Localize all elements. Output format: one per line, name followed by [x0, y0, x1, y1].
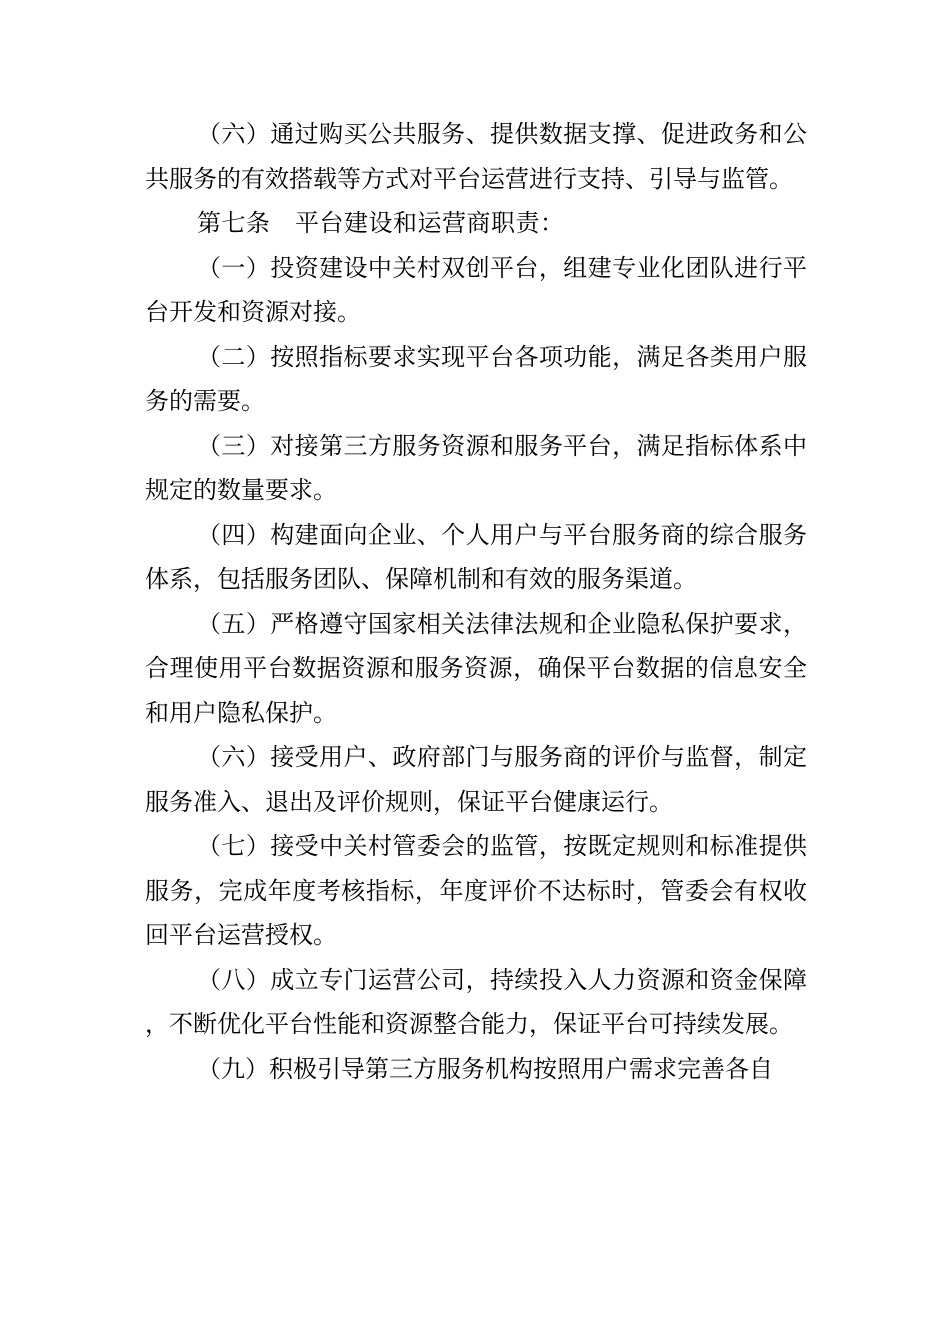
paragraph-7-supervision: （七）接受中关村管委会的监管，按既定规则和标准提供服务，完成年度考核指标，年度评价不达标时，管委会有权收回平台运营授权。: [145, 832, 807, 949]
article-7-heading: 第七条 平台建设和运营商职责：: [197, 209, 565, 237]
paragraph-8-operating-company: （八）成立专门运营公司，持续投入人力资源和资金保障，不断优化平台性能和资源整合能力，保证平台可持续发展。: [145, 965, 807, 1038]
paragraph-5-privacy: （五）严格遵守国家相关法律法规和企业隐私保护要求，合理使用平台数据资源和服务资源，确保平台数据的信息安全和用户隐私保护。: [145, 609, 807, 727]
paragraph-6-evaluation: （六）接受用户、政府部门与服务商的评价与监督，制定服务准入、退出及评价规则，保证平台健康运行。: [145, 743, 807, 816]
paragraph-1-invest-build: （一）投资建设中关村双创平台，组建专业化团队进行平台开发和资源对接。: [145, 253, 807, 326]
paragraph-9-guide-third-party: （九）积极引导第三方服务机构按照用户需求完善各自: [197, 1054, 773, 1083]
paragraph-2-functions: （二）按照指标要求实现平台各项功能，满足各类用户服务的需要。: [145, 342, 807, 415]
paragraph-4-service-system: （四）构建面向企业、个人用户与平台服务商的综合服务体系，包括服务团队、保障机制和有效的服务渠道。: [145, 520, 807, 593]
paragraph-3-third-party: （三）对接第三方服务资源和服务平台，满足指标体系中规定的数量要求。: [145, 431, 807, 504]
paragraph-6-gov-support: （六）通过购买公共服务、提供数据支撑、促进政务和公共服务的有效搭载等方式对平台运营进行支持、引导与监管。: [145, 120, 807, 193]
document-body: [145, 112, 807, 1091]
